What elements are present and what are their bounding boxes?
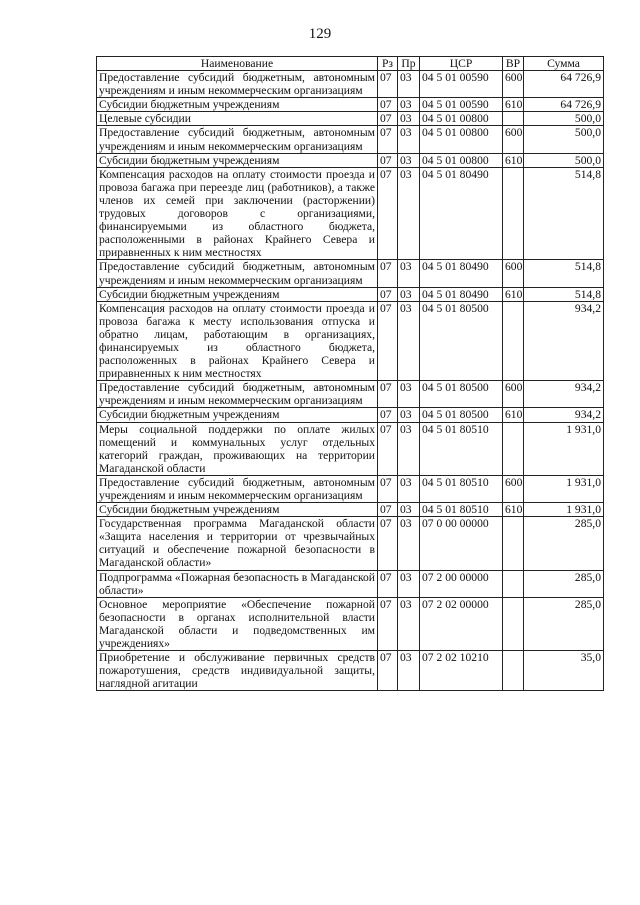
table-row	[97, 260, 604, 287]
cell-vr: 600	[503, 475, 524, 502]
header-vr: ВР	[503, 57, 524, 71]
cell-vr: 610	[503, 287, 524, 301]
cell-rz: 07	[378, 381, 398, 408]
cell-name: Приобретение и обслуживание первичных средств пожаротушения, средств индивидуальной защиты, наглядной агитации	[97, 651, 378, 691]
cell-rz: 07	[378, 570, 398, 597]
cell-rz: 07	[378, 167, 398, 260]
cell-pr: 03	[398, 71, 420, 98]
cell-vr: 610	[503, 408, 524, 422]
header-csr: ЦСР	[420, 57, 503, 71]
cell-name: Предоставление субсидий бюджетным, автономным учреждениям и иным некоммерческим организациям	[97, 71, 378, 98]
cell-name: Субсидии бюджетным учреждениям	[97, 503, 378, 517]
cell-pr: 03	[398, 98, 420, 112]
cell-csr: 04 5 01 80490	[420, 260, 503, 287]
cell-rz: 07	[378, 301, 398, 381]
cell-vr	[503, 301, 524, 381]
cell-csr: 04 5 01 00800	[420, 126, 503, 153]
cell-rz: 07	[378, 112, 398, 126]
cell-rz: 07	[378, 422, 398, 475]
cell-csr: 04 5 01 80500	[420, 301, 503, 381]
table-row	[97, 475, 604, 502]
table-header-row	[97, 57, 604, 71]
cell-sum: 934,2	[524, 301, 604, 381]
cell-sum: 934,2	[524, 381, 604, 408]
cell-rz: 07	[378, 126, 398, 153]
cell-sum: 1 931,0	[524, 475, 604, 502]
cell-vr: 600	[503, 126, 524, 153]
cell-pr: 03	[398, 167, 420, 260]
cell-name: Целевые субсидии	[97, 112, 378, 126]
cell-pr: 03	[398, 570, 420, 597]
cell-pr: 03	[398, 112, 420, 126]
table-row	[97, 153, 604, 167]
cell-pr: 03	[398, 517, 420, 570]
cell-csr: 04 5 01 00800	[420, 153, 503, 167]
table-row	[97, 287, 604, 301]
cell-rz: 07	[378, 71, 398, 98]
table-row	[97, 381, 604, 408]
header-sum: Сумма	[524, 57, 604, 71]
cell-pr: 03	[398, 597, 420, 650]
cell-csr: 04 5 01 80500	[420, 381, 503, 408]
table-row	[97, 597, 604, 650]
cell-sum: 500,0	[524, 126, 604, 153]
table-row	[97, 112, 604, 126]
header-name: Наименование	[97, 57, 378, 71]
cell-rz: 07	[378, 517, 398, 570]
cell-name: Основное мероприятие «Обеспечение пожарной безопасности в органах исполнительной власти Магаданской области и подведомственных им учреждениях»	[97, 597, 378, 650]
cell-csr: 04 5 01 00590	[420, 98, 503, 112]
cell-name: Предоставление субсидий бюджетным, автономным учреждениям и иным некоммерческим организациям	[97, 126, 378, 153]
cell-pr: 03	[398, 475, 420, 502]
header-pr: Пр	[398, 57, 420, 71]
cell-csr: 04 5 01 00590	[420, 71, 503, 98]
cell-csr: 04 5 01 80490	[420, 167, 503, 260]
header-rz: Рз	[378, 57, 398, 71]
cell-sum: 1 931,0	[524, 503, 604, 517]
cell-sum: 514,8	[524, 167, 604, 260]
cell-sum: 35,0	[524, 651, 604, 691]
cell-pr: 03	[398, 408, 420, 422]
cell-rz: 07	[378, 408, 398, 422]
cell-csr: 07 2 00 00000	[420, 570, 503, 597]
cell-sum: 514,8	[524, 260, 604, 287]
cell-sum: 285,0	[524, 517, 604, 570]
cell-vr	[503, 422, 524, 475]
cell-csr: 04 5 01 80510	[420, 503, 503, 517]
cell-sum: 285,0	[524, 597, 604, 650]
cell-name: Субсидии бюджетным учреждениям	[97, 408, 378, 422]
cell-pr: 03	[398, 301, 420, 381]
cell-sum: 934,2	[524, 408, 604, 422]
cell-rz: 07	[378, 98, 398, 112]
cell-name: Предоставление субсидий бюджетным, автономным учреждениям и иным некоммерческим организациям	[97, 260, 378, 287]
cell-name: Подпрограмма «Пожарная безопасность в Магаданской области»	[97, 570, 378, 597]
table-row	[97, 301, 604, 381]
cell-vr	[503, 570, 524, 597]
cell-name: Предоставление субсидий бюджетным, автономным учреждениям и иным некоммерческим организациям	[97, 475, 378, 502]
table-row	[97, 503, 604, 517]
cell-csr: 04 5 01 80510	[420, 422, 503, 475]
cell-vr: 600	[503, 260, 524, 287]
cell-pr: 03	[398, 287, 420, 301]
cell-name: Субсидии бюджетным учреждениям	[97, 153, 378, 167]
cell-name: Компенсация расходов на оплату стоимости проезда и провоза багажа при переезде лиц (работников), а также членов их семей при заключении (расторжении) трудовых договоров с организациями, финансируемыми из областного бюджета, расположенными в районах Крайнего Севера и приравненных к ним местностях	[97, 167, 378, 260]
cell-rz: 07	[378, 153, 398, 167]
cell-sum: 1 931,0	[524, 422, 604, 475]
cell-sum: 285,0	[524, 570, 604, 597]
cell-sum: 64 726,9	[524, 98, 604, 112]
cell-pr: 03	[398, 651, 420, 691]
table-row	[97, 408, 604, 422]
cell-pr: 03	[398, 153, 420, 167]
cell-name: Государственная программа Магаданской области «Защита населения и территории от чрезвычайных ситуаций и обеспечение пожарной безопасности в Магаданской области»	[97, 517, 378, 570]
cell-sum: 514,8	[524, 287, 604, 301]
table-row	[97, 517, 604, 570]
cell-vr	[503, 167, 524, 260]
cell-vr: 610	[503, 98, 524, 112]
cell-csr: 07 2 02 00000	[420, 597, 503, 650]
table-row	[97, 71, 604, 98]
cell-pr: 03	[398, 422, 420, 475]
table-row	[97, 651, 604, 691]
cell-pr: 03	[398, 503, 420, 517]
cell-rz: 07	[378, 475, 398, 502]
table-row	[97, 422, 604, 475]
cell-csr: 07 0 00 00000	[420, 517, 503, 570]
cell-vr: 610	[503, 503, 524, 517]
cell-sum: 500,0	[524, 112, 604, 126]
cell-vr	[503, 112, 524, 126]
cell-rz: 07	[378, 287, 398, 301]
cell-name: Компенсация расходов на оплату стоимости проезда и провоза багажа к месту использования отпуска и обратно лицам, работающим в организациях, финансируемых из областного бюджета, расположенных в районах Крайнего Севера и приравненных к ним местностях	[97, 301, 378, 381]
cell-pr: 03	[398, 126, 420, 153]
cell-name: Субсидии бюджетным учреждениям	[97, 287, 378, 301]
cell-vr: 610	[503, 153, 524, 167]
cell-rz: 07	[378, 503, 398, 517]
table-row	[97, 167, 604, 260]
cell-csr: 04 5 01 80490	[420, 287, 503, 301]
page-number: 129	[308, 26, 332, 42]
budget-table	[96, 56, 604, 691]
cell-name: Меры социальной поддержки по оплате жилых помещений и коммунальных услуг отдельных категорий граждан, проживающих на территории Магаданской области	[97, 422, 378, 475]
table-row	[97, 126, 604, 153]
table-body	[97, 71, 604, 691]
cell-vr: 600	[503, 71, 524, 98]
table-row	[97, 570, 604, 597]
cell-vr	[503, 651, 524, 691]
table-row	[97, 98, 604, 112]
cell-sum: 500,0	[524, 153, 604, 167]
cell-rz: 07	[378, 260, 398, 287]
cell-rz: 07	[378, 597, 398, 650]
cell-name: Предоставление субсидий бюджетным, автономным учреждениям и иным некоммерческим организациям	[97, 381, 378, 408]
cell-vr: 600	[503, 381, 524, 408]
cell-name: Субсидии бюджетным учреждениям	[97, 98, 378, 112]
cell-csr: 07 2 02 10210	[420, 651, 503, 691]
cell-vr	[503, 517, 524, 570]
cell-sum: 64 726,9	[524, 71, 604, 98]
cell-csr: 04 5 01 80510	[420, 475, 503, 502]
cell-rz: 07	[378, 651, 398, 691]
cell-pr: 03	[398, 260, 420, 287]
cell-csr: 04 5 01 80500	[420, 408, 503, 422]
cell-csr: 04 5 01 00800	[420, 112, 503, 126]
cell-vr	[503, 597, 524, 650]
cell-pr: 03	[398, 381, 420, 408]
